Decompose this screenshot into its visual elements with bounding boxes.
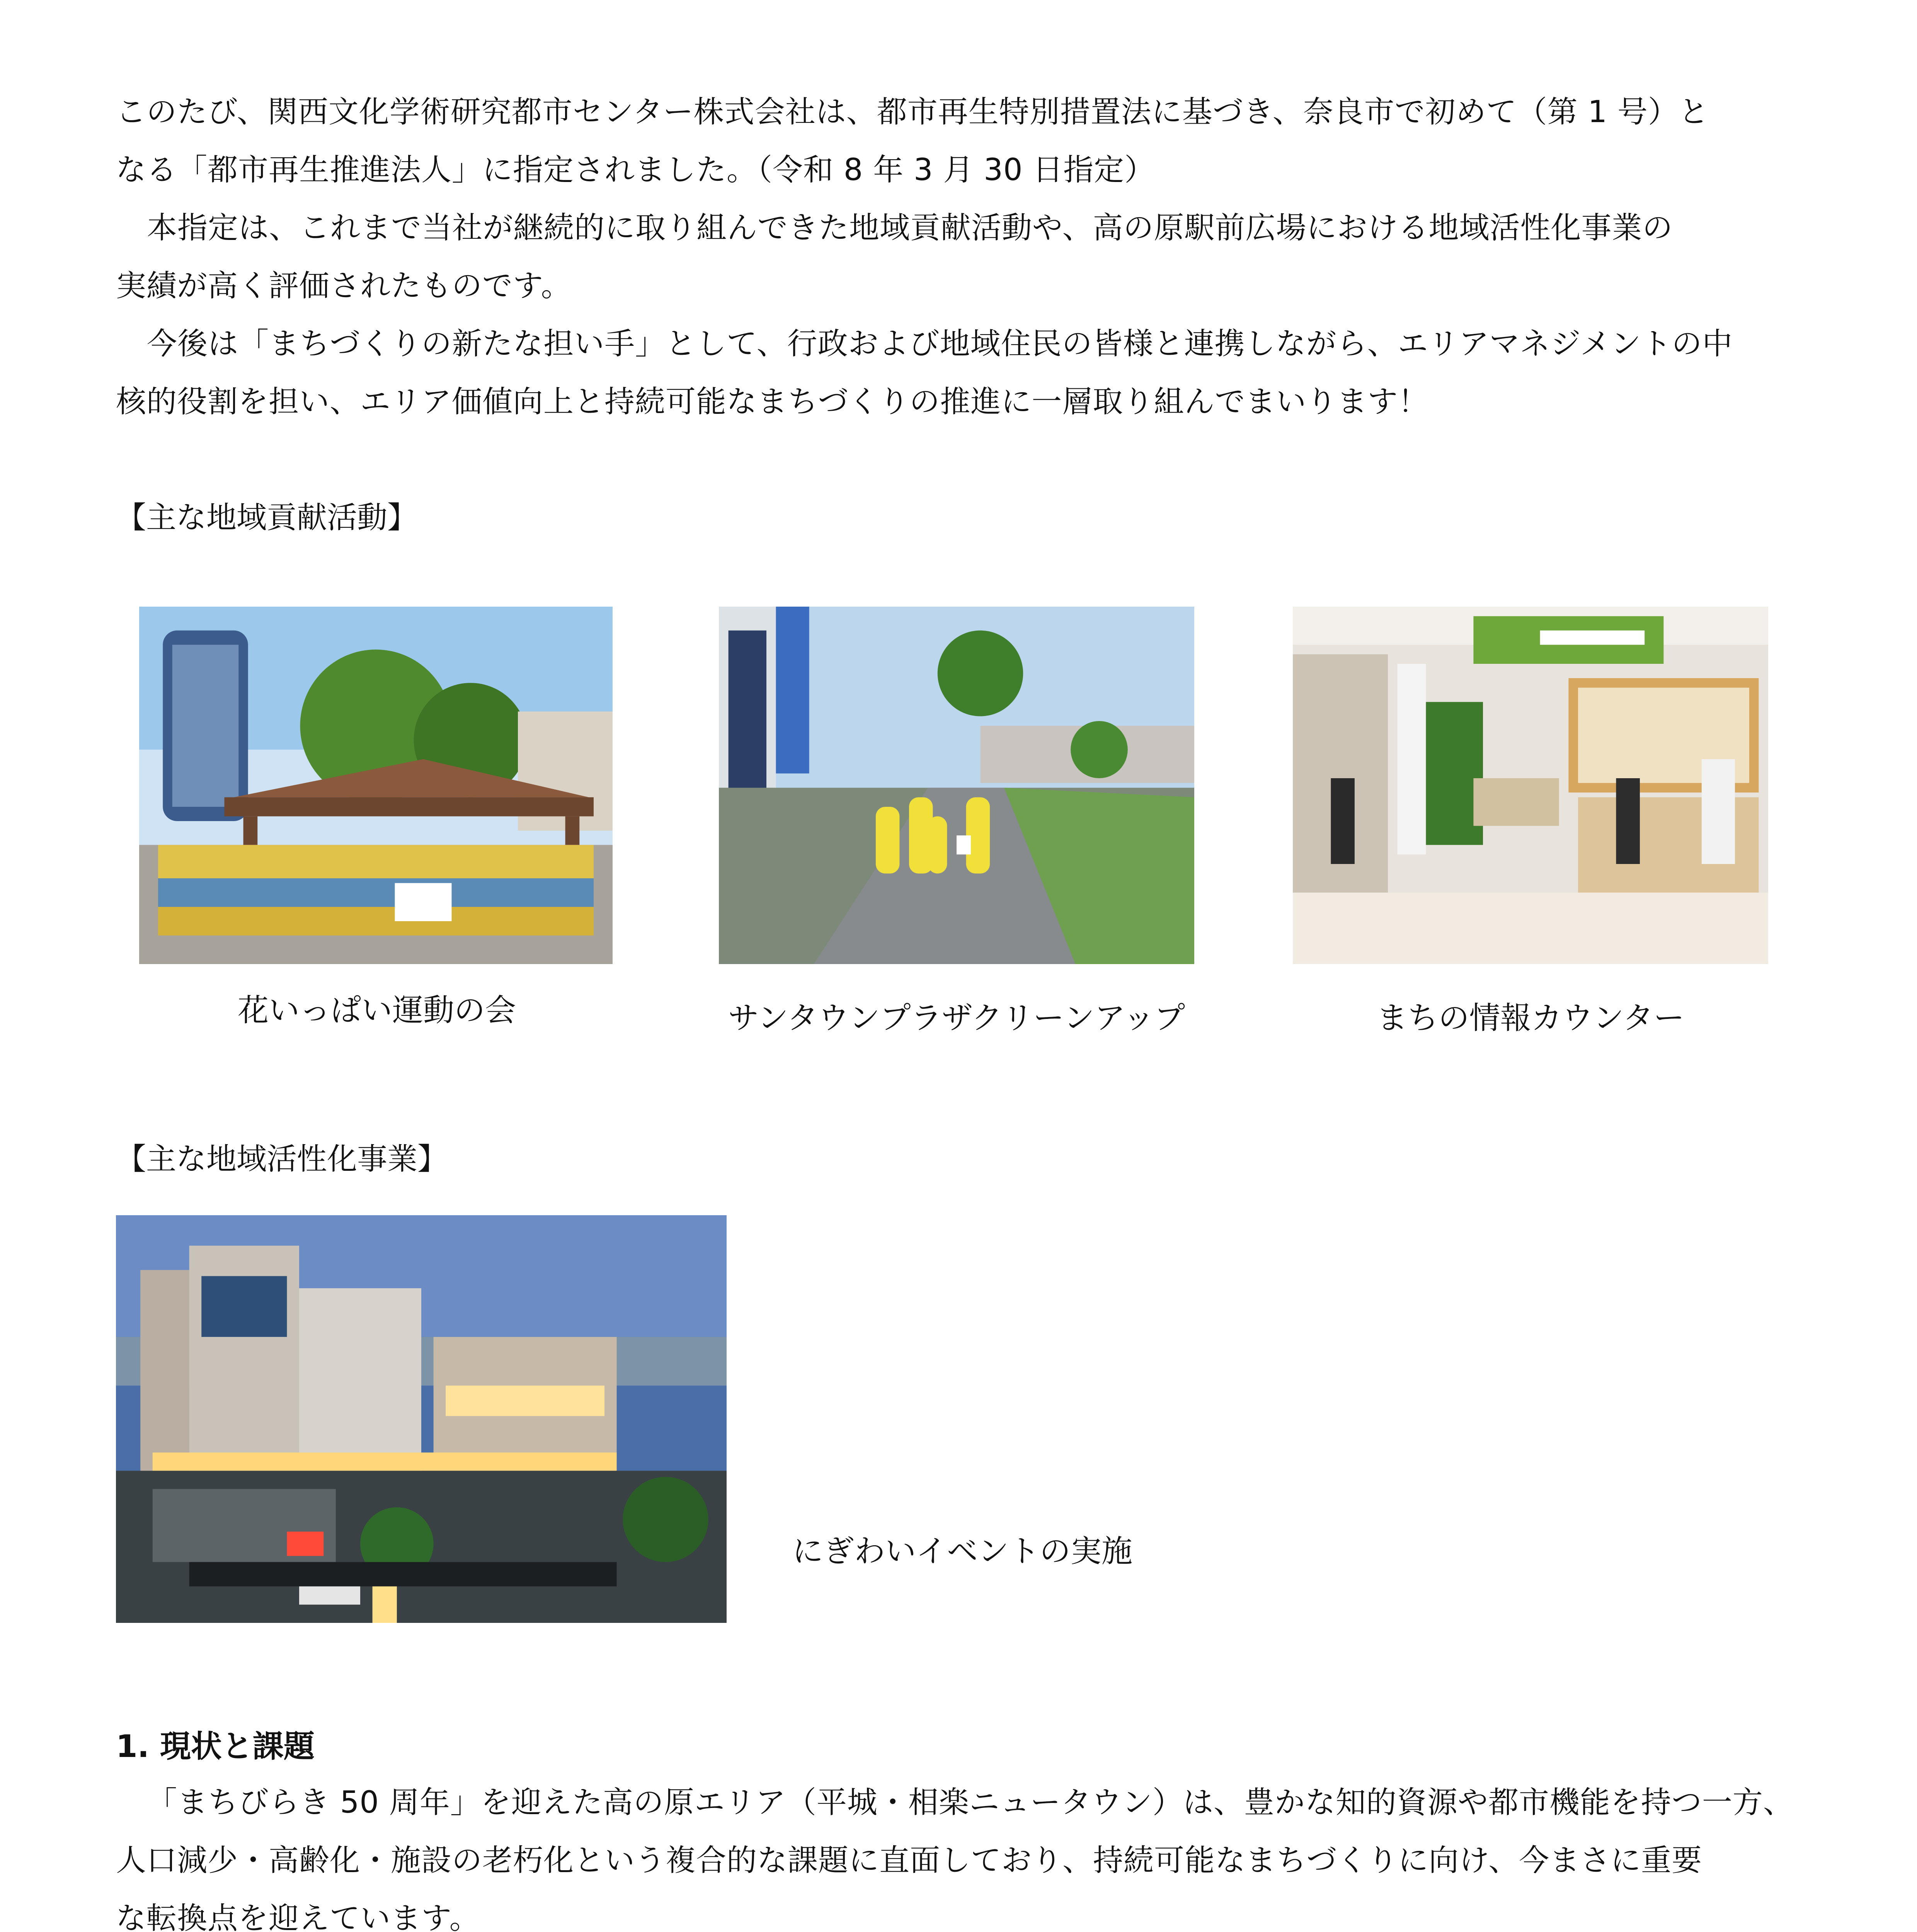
caption-flower-group: 花いっぱい運動の会 <box>238 992 516 1028</box>
caption-event: にぎわいイベントの実施 <box>792 1533 1132 1569</box>
intro-line: 今後は「まちづくりの新たな担い手」として、行政および地域住民の皆様と連携しながら、エリアマネジメントの中 <box>147 327 1733 361</box>
intro-line: 実績が高く評価されたものです。 <box>116 269 572 303</box>
section-line: 「まちびらき 50 周年」を迎えた高の原エリア（平城・相楽ニュータウン）は、豊かな知的資源や都市機能を持つ一方、 <box>147 1785 1794 1820</box>
section-line: な転換点を迎えています。 <box>116 1901 480 1932</box>
intro-line: このたび、関西文化学術研究都市センター株式会社は、都市再生特別措置法に基づき、奈良市で初めて（第 1 号）と <box>116 95 1709 129</box>
photo-cleanup <box>719 607 1194 964</box>
intro-line: 核的役割を担い、エリア価値向上と持続可能なまちづくりの推進に一層取り組んでまいります！ <box>116 384 1429 419</box>
section-line: 人口減少・高齢化・施設の老朽化という複合的な課題に直面しており、持続可能なまちづくりに向け、今まさに重要 <box>116 1843 1702 1878</box>
contrib-heading: 【主な地域貢献活動】 <box>116 500 418 535</box>
intro-line: 本指定は、これまで当社が継続的に取り組んできた地域貢献活動や、高の原駅前広場における地域活性化事業の <box>147 211 1673 245</box>
photo-event-night <box>116 1215 727 1623</box>
caption-cleanup: サンタウンプラザクリーンアップ <box>728 1000 1185 1036</box>
photo-flower-group <box>139 607 613 964</box>
photo-info-counter <box>1293 607 1768 964</box>
section-title: 1. 現状と課題 <box>116 1728 315 1764</box>
intro-line: なる「都市再生推進法人」に指定されました。（令和 8 年 3 月 30 日指定） <box>116 153 1155 187</box>
caption-info-counter: まちの情報カウンター <box>1376 1000 1685 1036</box>
activation-heading: 【主な地域活性化事業】 <box>116 1142 448 1177</box>
